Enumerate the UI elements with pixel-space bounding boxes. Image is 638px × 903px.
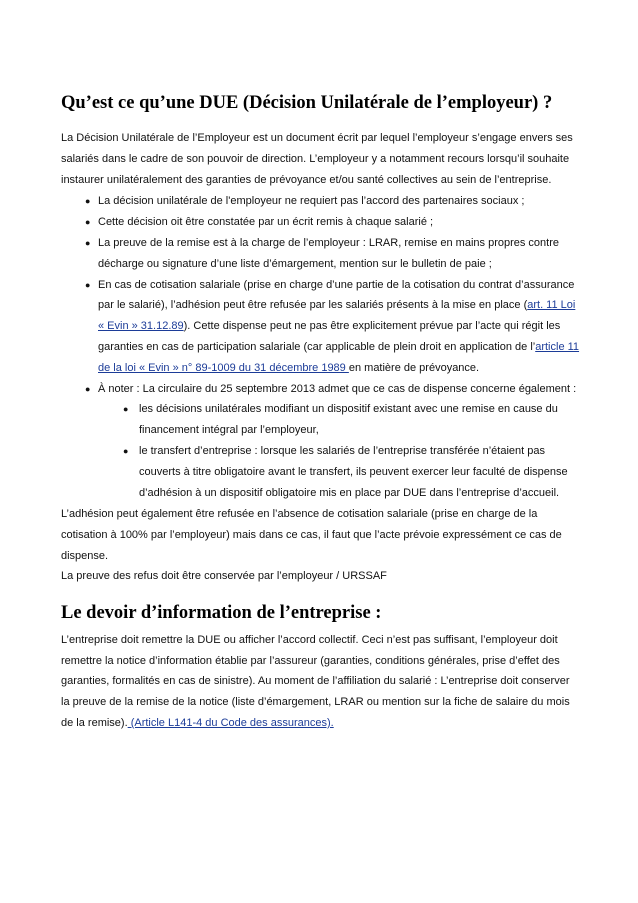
list-item bbox=[61, 233, 581, 275]
list-item bbox=[61, 379, 581, 504]
list-item bbox=[61, 191, 581, 212]
list-item bbox=[61, 399, 581, 441]
due-bullet-list bbox=[61, 191, 581, 503]
section-title-information: Le devoir d’information de l’entreprise : bbox=[61, 602, 382, 623]
bullet-icon: ● bbox=[123, 445, 129, 456]
bullet-text-cotisation-cont: ). Cette dispense peut ne pas être explicitement prévue par l’acte qui régit les garanties en cas de participation salariale (car applicable de plein droit en application de l’ bbox=[98, 320, 561, 353]
bullet-icon: ● bbox=[85, 383, 91, 394]
bullet-icon: ● bbox=[85, 196, 91, 207]
intro-paragraph: La Décision Unilatérale de l’Employeur est un document écrit par lequel l’employeur s’engage envers ses salariés dans le cadre de son pouvoir de direction. L’employeur y a notamment recours lorsqu’il souhaite instaurer unilatéralement des garanties de prévoyance et/ou santé collectives au sein de l’entreprise. bbox=[61, 132, 573, 186]
refusal-notes bbox=[61, 504, 581, 585]
bullet-text-cotisation-end: en matière de prévoyance. bbox=[348, 361, 480, 374]
note-refusal: L’adhésion peut également être refusée en l’absence de cotisation salariale (prise en charge de la cotisation à 100% par l’employeur) mais dans ce cas, il faut que l’acte prévoie expressément ce cas de dispense. bbox=[61, 508, 562, 562]
link-article-l141-4[interactable]: (Article L141-4 du Code des assurances). bbox=[127, 716, 334, 729]
sub-bullet-text-decisions: les décisions unilatérales modifiant un dispositif existant avec une remise en cause du financement intégral par l’employeur, bbox=[139, 403, 558, 437]
bullet-icon: ● bbox=[85, 237, 91, 248]
information-text: L’entreprise doit remettre la DUE ou afficher l’accord collectif. Ceci n’est pas suffisant, l’employeur doit remettre la notice d’information établie par l’assureur (garanties, conditions générales, prise d’effet des garanties, formalités en cas de sinistre). Au moment de l’affiliation du salarié : L’entreprise doit conserver la preuve de la remise de la notice (liste d’émargement, LRAR ou mention sur la fiche de salaire du mois de la remise). bbox=[61, 633, 570, 729]
section-body-due bbox=[61, 128, 581, 586]
list-item bbox=[61, 441, 581, 503]
bullet-text-cotisation: En cas de cotisation salariale (prise en charge d’une partie de la cotisation du contrat d’assurance par le salarié), l’adhésion peut être refusée par les salariés présents à la mise en place ( bbox=[98, 278, 575, 312]
bullet-text-circulaire: À noter : La circulaire du 25 septembre 2013 admet que ce cas de dispense concerne également : bbox=[98, 382, 577, 395]
bullet-icon: ● bbox=[123, 404, 129, 415]
section-body-information bbox=[61, 630, 581, 734]
bullet-text-written: Cette décision oit être constatée par un écrit remis à chaque salarié ; bbox=[98, 216, 434, 229]
bullet-text-partners: La décision unilatérale de l'employeur ne requiert pas l’accord des partenaires sociaux ; bbox=[98, 195, 525, 208]
bullet-text-proof: La preuve de la remise est à la charge de l’employeur : LRAR, remise en mains propres contre décharge ou signature d’une liste d’émargement, mention sur le bulletin de paie ; bbox=[98, 236, 560, 270]
note-proof-urssaf: La preuve des refus doit être conservée par l’employeur / URSSAF bbox=[61, 569, 387, 582]
bullet-icon: ● bbox=[85, 217, 91, 228]
information-paragraph bbox=[61, 630, 581, 734]
link-article-11-loi-evin-1989[interactable]: article 11 de la loi « Evin » n° 89-1009 du 31 décembre 1989 bbox=[98, 340, 580, 374]
document-content bbox=[61, 92, 581, 734]
bullet-icon: ● bbox=[85, 279, 91, 290]
circulaire-sub-list bbox=[98, 399, 581, 503]
list-item bbox=[61, 212, 581, 233]
link-art-11-loi-evin[interactable]: art. 11 Loi « Evin » 31.12.89 bbox=[98, 299, 576, 333]
list-item bbox=[61, 275, 581, 379]
section-title-due: Qu’est ce qu’une DUE (Décision Unilatérale de l’employeur) ? bbox=[61, 93, 553, 113]
sub-bullet-text-transfert: le transfert d’entreprise : lorsque les salariés de l’entreprise transférée n’étaient pas couverts à titre obligatoire avant le transfert, ils peuvent exercer leur faculté de dispense d’adhésion à un dispositif obligatoire mis en place par DUE dans l’entreprise d’accueil. bbox=[139, 444, 568, 499]
